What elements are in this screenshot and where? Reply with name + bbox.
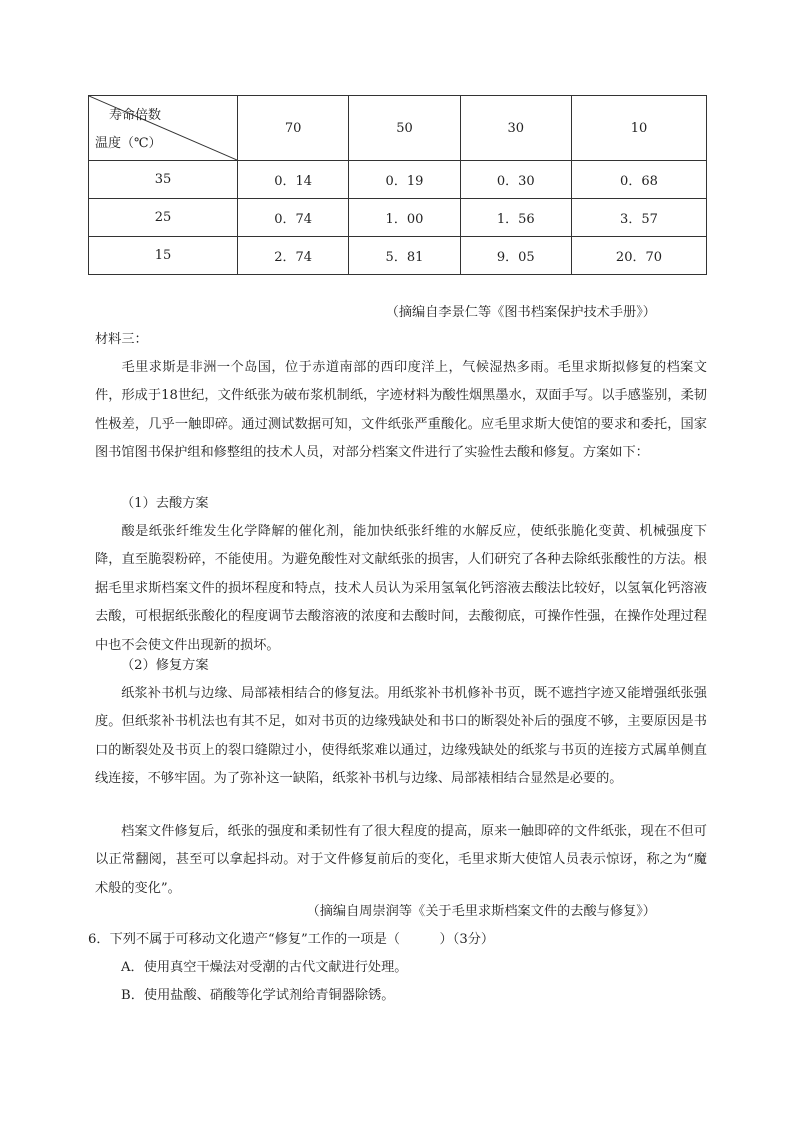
paragraph-3-text: 纸浆补书机与边缘、局部裱相结合的修复法。用纸浆补书机修补书页，既不遮挡字迹又能增强纸张强度。但纸浆补书机法也有其不足，如对书页的边缘残缺处和书口的断裂处补后的强度不够，主要原因是书口的断裂处及书页上的裂口缝隙过小，使得纸浆难以通过，边缘残缺处的纸浆与书页的连接方式属单侧直线连接，不够牢固。为了弥补这一缺陷，纸浆补书机与边缘、局部裱相结合显然是必要的。 [95, 686, 707, 787]
table-cell: 20．70 [571, 237, 706, 275]
table-corner-cell [89, 96, 238, 161]
paragraph-2-text: 酸是纸张纤维发生化学降解的催化剂，能加快纸张纤维的水解反应，使纸张脆化变黄、机械强度下降，直至脆裂粉碎，不能使用。为避免酸性对文献纸张的损害，人们研究了各种去除纸张酸性的方法。根据毛里求斯档案文件的损坏程度和特点，技术人员认为采用氢氧化钙溶液去酸法比较好，以氢氧化钙溶液去酸，可根据纸张酸化的程度调节去酸溶液的浓度和去酸时间，去酸彻底，可操作性强，在操作处理过程中也不会使文件出现新的损坏。 [95, 524, 707, 653]
table-cell: 5．81 [349, 237, 460, 275]
paragraph-3 [95, 680, 707, 794]
table-cell: 1．56 [460, 199, 571, 237]
table-cell: 0．19 [349, 161, 460, 199]
table-cell: 9．05 [460, 237, 571, 275]
table-cell: 1．00 [349, 199, 460, 237]
corner-top-label: 寿命倍数 [109, 108, 162, 123]
section-heading-1: （1）去酸方案 [121, 496, 209, 511]
table-cell: 0．14 [238, 161, 349, 199]
table-row [89, 199, 707, 237]
paragraph-4-text: 档案文件修复后，纸张的强度和柔韧性有了很大程度的提高，原来一触即碎的文件纸张，现在不但可以正常翻阅，甚至可以拿起抖动。对于文件修复前后的变化，毛里求斯大使馆人员表示惊讶，称之为“魔术般的变化”。 [95, 824, 707, 896]
column-header: 70 [238, 96, 349, 161]
row-temp: 35 [89, 161, 238, 199]
column-header: 50 [349, 96, 460, 161]
column-header: 10 [571, 96, 706, 161]
table-cell: 3．57 [571, 199, 706, 237]
section-heading-2: （2）修复方案 [121, 658, 209, 673]
table-row [89, 237, 707, 275]
column-header: 30 [460, 96, 571, 161]
source-citation-2: （摘编自周崇润等《关于毛里求斯档案文件的去酸与修复》） [306, 904, 656, 919]
paragraph-1 [95, 354, 707, 468]
table-cell: 2．74 [238, 237, 349, 275]
material-title: 材料三： [95, 332, 148, 347]
lifespan-table [88, 95, 707, 275]
source-citation-1: （摘编自李景仁等《图书档案保护技术手册》） [385, 305, 656, 320]
paragraph-2 [95, 518, 707, 660]
table-row [89, 161, 707, 199]
option-a: A．使用真空干燥法对受潮的古代文献进行处理。 [121, 960, 408, 975]
row-temp: 15 [89, 237, 238, 275]
question-6: 6．下列不属于可移动文化遗产“修复”工作的一项是（ ）（3分） [88, 932, 495, 947]
paragraph-4 [95, 818, 707, 903]
table-header-row [89, 96, 707, 161]
table-cell: 0．74 [238, 199, 349, 237]
row-temp: 25 [89, 199, 238, 237]
table-cell: 0．30 [460, 161, 571, 199]
option-b: B．使用盐酸、硝酸等化学试剂给青铜器除锈。 [121, 988, 395, 1003]
table-cell: 0．68 [571, 161, 706, 199]
paragraph-1-text: 毛里求斯是非洲一个岛国，位于赤道南部的西印度洋上，气候湿热多雨。毛里求斯拟修复的档案文件，形成于18世纪，文件纸张为破布浆机制纸，字迹材料为酸性烟黑墨水，双面手写。以手感鉴别，柔韧性极差，几乎一触即碎。通过测试数据可知，文件纸张严重酸化。应毛里求斯大使馆的要求和委托，国家图书馆图书保护组和修整组的技术人员，对部分档案文件进行了实验性去酸和修复。方案如下： [95, 360, 707, 461]
corner-bottom-label: 温度（℃） [95, 136, 162, 151]
